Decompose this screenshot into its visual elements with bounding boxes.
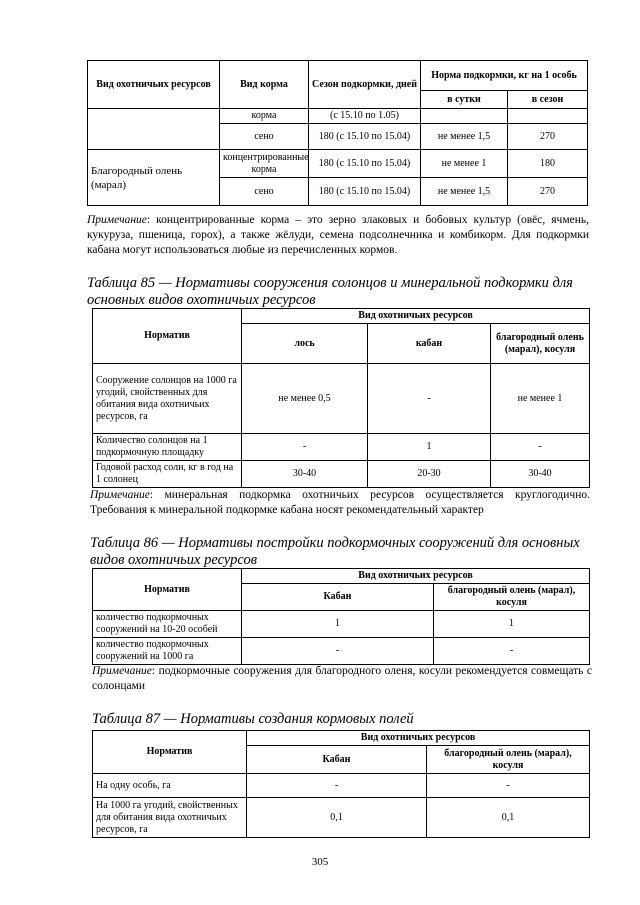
table-cell: 180 xyxy=(508,150,588,178)
table-cell: 180 (с 15.10 по 15.04) xyxy=(309,124,421,150)
table-cell: - xyxy=(242,638,434,665)
header-norm: Норма подкормки, кг на 1 особь xyxy=(421,61,588,91)
note-text: : минеральная подкормка охотничьих ресурсов осуществляется круглогодично. Требования к минеральной подкормке кабана носят рекомендательный характер xyxy=(90,489,590,516)
note-text: : подкормочные сооружения для благородного оленя, косули рекомендуется совмещать с солонцами xyxy=(92,665,592,692)
header-boar: Кабан xyxy=(247,746,427,774)
table-87-caption: Таблица 87 — Нормативы создания кормовых полей xyxy=(92,711,414,727)
table-cell: - xyxy=(427,774,590,798)
table-cell xyxy=(88,109,220,150)
table-cell: не менее 1,5 xyxy=(421,124,508,150)
table-cell: сено xyxy=(220,178,309,206)
header-resource: Вид охотничьих ресурсов xyxy=(88,61,220,109)
table-cell: 1 xyxy=(242,611,434,638)
table-cell: 0,1 xyxy=(247,798,427,838)
table-cell: количество подкормочных сооружений на 1000 га xyxy=(93,638,242,665)
table-cell: не менее 1,5 xyxy=(421,178,508,206)
header-per-day: в сутки xyxy=(421,91,508,109)
note-84 xyxy=(87,213,589,258)
table-cell: 20-30 xyxy=(368,461,491,488)
header-boar: кабан xyxy=(368,324,491,364)
header-season: Сезон подкормки, дней xyxy=(309,61,421,109)
note-label: Примечание xyxy=(90,489,150,501)
note-text: : концентрированные корма – это зерно злаковых и бобовых культур (овёс, ячмень, кукуруза, пшеница, горох), а также жёлуди, семена подсолнечника и комбикорм. Для подкормки кабана могут использоваться любые из перечисленных кормов. xyxy=(87,214,589,256)
table-cell: На одну особь, га xyxy=(93,774,247,798)
table-cell: - xyxy=(491,434,590,461)
table-cell: концентрированные корма xyxy=(220,150,309,178)
header-deer: благородный олень (марал), косуля xyxy=(491,324,590,364)
table-cell: - xyxy=(368,364,491,434)
header-feed: Вид корма xyxy=(220,61,309,109)
table-cell: Годовой расход соли, кг в год на 1 солонец xyxy=(93,461,242,488)
table-cell: корма xyxy=(220,109,309,124)
table-86-caption: Таблица 86 — Нормативы постройки подкормочных сооружений для основных видов охотничьих ресурсов xyxy=(90,535,580,568)
table-cell: - xyxy=(242,434,368,461)
header-per-season: в сезон xyxy=(508,91,588,109)
table-cell xyxy=(421,109,508,124)
table-cell: 30-40 xyxy=(242,461,368,488)
header-species: Вид охотничьих ресурсов xyxy=(247,731,590,746)
header-norm: Норматив xyxy=(93,731,247,774)
table-85-caption: Таблица 85 — Нормативы сооружения солонцов и минеральной подкормки для основных видов охотничьих ресурсов xyxy=(87,275,573,308)
table-cell: 0,1 xyxy=(427,798,590,838)
note-label: Примечание xyxy=(92,665,152,677)
table-cell: 1 xyxy=(368,434,491,461)
table-cell: Количество солонцов на 1 подкормочную площадку xyxy=(93,434,242,461)
header-species: Вид охотничьих ресурсов xyxy=(242,309,590,324)
table-cell: 1 xyxy=(434,611,590,638)
header-deer: благородный олень (марал), косуля xyxy=(434,584,590,611)
table-cell: сено xyxy=(220,124,309,150)
table-86 xyxy=(92,568,590,665)
table-cell: количество подкормочных сооружений на 10-20 особей xyxy=(93,611,242,638)
table-cell: не менее 1 xyxy=(421,150,508,178)
table-cell xyxy=(508,109,588,124)
header-norm: Норматив xyxy=(93,569,242,611)
table-cell: 180 (с 15.10 по 15.04) xyxy=(309,178,421,206)
table-cell: На 1000 га угодий, свойственных для обитания вида охотничьих ресурсов, га xyxy=(93,798,247,838)
header-norm: Норматив xyxy=(93,309,242,364)
table-cell: 180 (с 15.10 по 15.04) xyxy=(309,150,421,178)
header-deer: благородный олень (марал), косуля xyxy=(427,746,590,774)
header-boar: Кабан xyxy=(242,584,434,611)
header-elk: лось xyxy=(242,324,368,364)
table-cell: (с 15.10 по 1.05) xyxy=(309,109,421,124)
table-84 xyxy=(87,60,588,206)
table-cell: 270 xyxy=(508,124,588,150)
note-86 xyxy=(92,664,592,694)
table-cell: Благородный олень (марал) xyxy=(88,150,220,206)
header-species: Вид охотничьих ресурсов xyxy=(242,569,590,584)
table-cell: не менее 1 xyxy=(491,364,590,434)
page-number: 305 xyxy=(311,856,329,868)
note-label: Примечание xyxy=(87,214,147,226)
table-cell: не менее 0,5 xyxy=(242,364,368,434)
table-cell: 270 xyxy=(508,178,588,206)
table-85 xyxy=(92,308,590,488)
table-cell: Сооружение солонцов на 1000 га угодий, свойственных для обитания вида охотничьих ресурсов, га xyxy=(93,364,242,434)
note-85 xyxy=(90,488,590,518)
table-cell: - xyxy=(434,638,590,665)
table-cell: 30-40 xyxy=(491,461,590,488)
table-cell: - xyxy=(247,774,427,798)
table-87 xyxy=(92,730,590,838)
